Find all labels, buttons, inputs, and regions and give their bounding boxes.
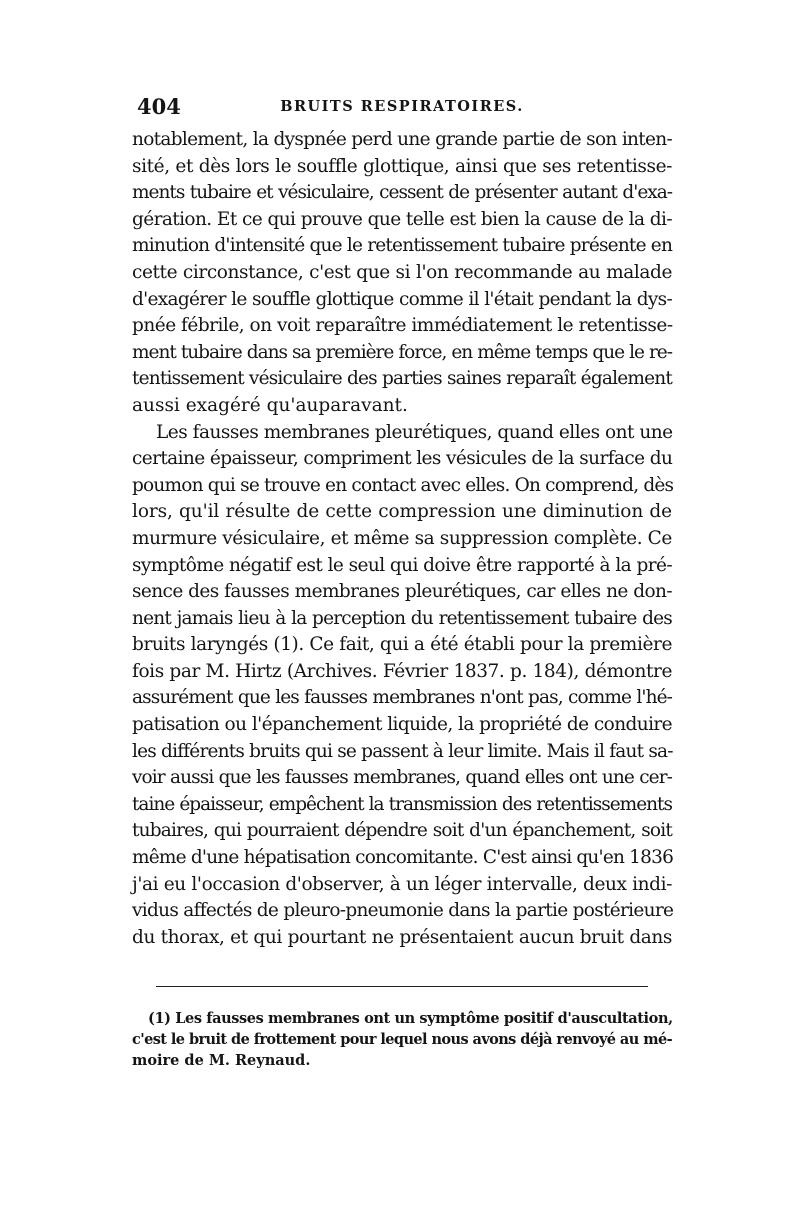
text-line: même d'une hépatisation concomitante. C'est ainsi qu'en 1836 [132,847,674,869]
text-line: assurément que les fausses membranes n'ont pas, comme l'hé- [132,687,672,709]
footnote-line: moire de M. Reynaud. [132,1052,311,1069]
text-line: les différents bruits qui se passent à leur limite. Mais il faut sa- [132,740,673,762]
running-title: BRUITS RESPIRATOIRES. [280,98,524,115]
text-line: sité, et dès lors le souffle glottique, ainsi que ses retentisse- [132,155,672,177]
text-line: du thorax, et qui pourtant ne présentaient aucun bruit dans [132,926,672,948]
footnote-line: c'est le bruit de frottement pour lequel nous avons déjà renvoyé au mé- [132,1031,672,1048]
text-line: taine épaisseur, empêchent la transmission des retentissements [132,793,672,815]
text-line: pnée fébrile, on voit reparaître immédiatement le retentisse- [132,315,673,337]
footnote-divider [156,986,648,987]
text-line: minution d'intensité que le retentissement tubaire présente en [132,235,673,257]
text-line: patisation ou l'épanchement liquide, la propriété de conduire [132,714,672,736]
footnote-line: (1) Les fausses membranes ont un symptôme positif d'auscultation, [148,1010,673,1027]
text-line: ments tubaire et vésiculaire, cessent de présenter autant d'exa- [132,182,672,204]
text-line: fois par M. Hirtz (Archives. Février 1837. p. 184), démontre [132,660,672,682]
text-line: d'exagérer le souffle glottique comme il l'était pendant la dys- [132,288,672,310]
page-number: 404 [137,94,181,119]
footnote [132,1008,672,1071]
text-line: notablement, la dyspnée perd une grande partie de son inten- [132,129,672,150]
text-line: bruits laryngés (1). Ce fait, qui a été établi pour la première [132,634,672,656]
text-line: j'ai eu l'occasion d'observer, à un léger intervalle, deux indi- [132,873,672,895]
text-line: ment tubaire dans sa première force, en même temps que le re- [132,341,672,363]
text-line: tentissement vésiculaire des parties saines reparaît également [132,368,672,390]
text-line: nent jamais lieu à la perception du retentissement tubaire des [132,607,672,629]
text-line: Les fausses membranes pleurétiques, quand elles ont une [156,421,673,443]
page-header [132,94,672,120]
text-line: cette circonstance, c'est que si l'on recommande au malade [132,261,672,283]
text-line: lors, qu'il résulte de cette compression une diminution de [132,501,672,523]
text-line: symptôme négatif est le seul qui doive être rapporté à la pré- [132,554,672,576]
text-line: murmure vésiculaire, et même sa suppression complète. Ce [132,527,672,549]
text-line: certaine épaisseur, compriment les vésicules de la surface du [132,448,673,470]
text-line: vidus affectés de pleuro-pneumonie dans la partie postérieure [132,900,674,922]
text-line: poumon qui se trouve en contact avec elles. On comprend, dès [132,474,674,496]
text-line: aussi exagéré qu'auparavant. [132,394,408,416]
text-line: voir aussi que les fausses membranes, quand elles ont une cer- [132,767,672,789]
text-line: gération. Et ce qui prouve que telle est bien la cause de la di- [132,208,672,230]
text-line: tubaires, qui pourraient dépendre soit d'un épanchement, soit [132,820,672,842]
text-line: sence des fausses membranes pleurétiques, car elles ne don- [132,581,672,603]
body-text [132,127,672,951]
